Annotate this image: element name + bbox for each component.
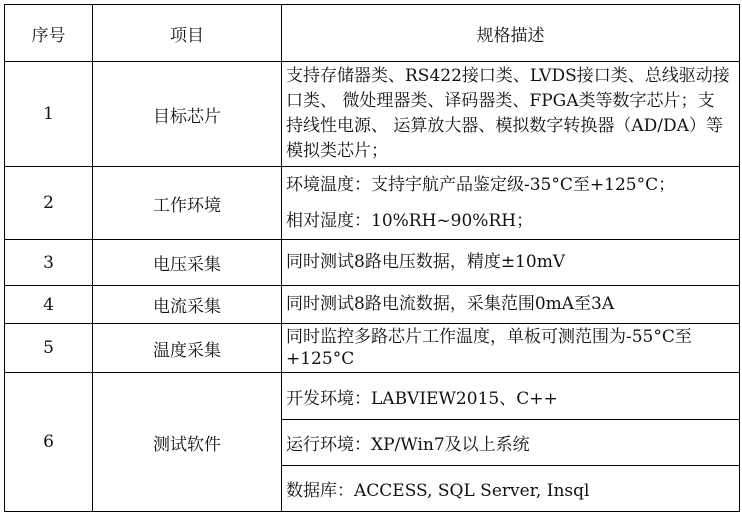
row-item: 工作环境 [93,167,282,240]
spec-table [4,4,740,512]
row-desc [282,373,740,512]
header-row [5,5,740,62]
table-row [5,62,740,167]
header-item: 项目 [93,5,282,62]
row-number: 2 [5,167,93,240]
row-desc [282,286,740,324]
row-item: 电流采集 [93,286,282,324]
desc-line: 支持存储器类、RS422接口类、LVDS接口类、总线驱动接 [286,66,730,86]
row-item: 电压采集 [93,240,282,286]
table-row [5,324,740,373]
row-item: 目标芯片 [93,62,282,167]
row-number: 4 [5,286,93,324]
table-row [5,167,740,240]
desc-subrow [282,373,739,420]
desc-line: 数据库：ACCESS, SQL Server, Insql [286,481,590,501]
row-desc [282,167,740,240]
row-number: 5 [5,324,93,373]
desc-line: 持线性电源、 运算放大器、模拟数字转换器（AD/DA）等 [286,116,723,136]
header-desc: 规格描述 [282,5,740,62]
row-number: 3 [5,240,93,286]
desc-line: 模拟类芯片； [286,141,388,161]
row-desc [282,62,740,167]
table-row [5,373,740,512]
desc-line: 口类、 微处理器类、译码器类、FPGA类等数字芯片；支 [286,91,715,111]
row-item: 测试软件 [93,373,282,512]
desc-line: 环境温度：支持宇航产品鉴定级-35°C至+125°C； [286,175,676,195]
desc-line: 同时测试8路电压数据，精度±10mV [286,252,566,272]
row-number: 1 [5,62,93,167]
row-number: 6 [5,373,93,512]
row-desc [282,324,740,373]
desc-line: 同时测试8路电流数据，采集范围0mA至3A [286,294,615,314]
desc-subrow [282,420,739,466]
row-item: 温度采集 [93,324,282,373]
desc-line: 相对湿度：10%RH~90%RH； [286,211,534,231]
desc-line: 同时监控多路芯片工作温度，单板可测范围为-55°C至 [286,327,692,347]
desc-line: +125°C [286,349,355,369]
table-row [5,286,740,324]
table-row [5,240,740,286]
desc-line: 运行环境：XP/Win7及以上系统 [286,435,530,455]
header-no: 序号 [5,5,93,62]
row-desc [282,240,740,286]
desc-line: 开发环境：LABVIEW2015、C++ [286,388,558,409]
desc-subrow [282,466,739,511]
